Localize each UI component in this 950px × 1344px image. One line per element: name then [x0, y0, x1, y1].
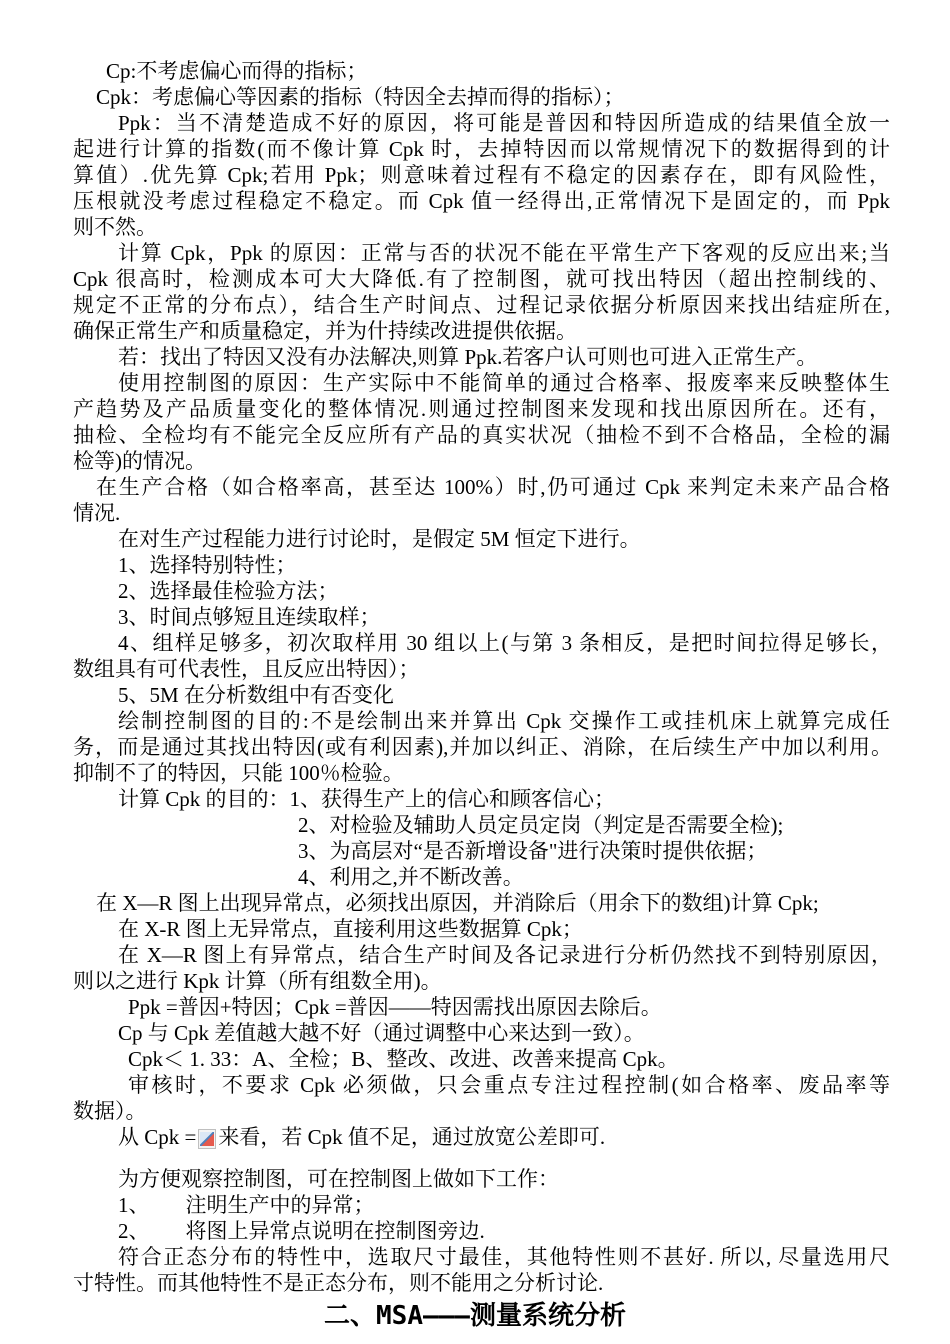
- text-line: Cp 与 Cpk 差值越大越不好（通过调整中心来达到一致）。: [118, 1021, 645, 1045]
- text-line: 规定不正常的分布点），结合生产时间点、过程记录依据分析原因来找出结症所在,: [73, 293, 890, 317]
- list-text: 注明生产中的异常；: [185, 1193, 375, 1217]
- list-item: 3、时间点够短且连续取样；: [118, 605, 381, 629]
- list-item: [118, 1218, 890, 1244]
- list-item: 4、组样足够多，初次取样用 30 组以上(与第 3 条相反，是把时间拉得足够长，: [118, 631, 892, 655]
- text-line: 绘制控制图的目的:不是绘制出来并算出 Cpk 交操作工或挂机床上就算完成任: [118, 709, 890, 733]
- list-item: 4、利用之,并不断改善。: [298, 865, 524, 889]
- text-line: 则不然。: [73, 215, 157, 239]
- text-line: 使用控制图的原因：生产实际中不能简单的通过合格率、报废率来反映整体生: [118, 371, 890, 395]
- section-heading: 二、MSA———测量系统分析: [324, 1301, 626, 1331]
- text-line: 在对生产过程能力进行讨论时，是假定 5M 恒定下进行。: [118, 527, 641, 551]
- text-line: 检等)的情况。: [73, 449, 206, 473]
- text-line: 数据）。: [73, 1099, 147, 1123]
- text-line: 抽检、全检均有不能完全反应所有产品的真实状况（抽检不到不合格品，全检的漏: [73, 423, 890, 447]
- broken-image-icon: [198, 1129, 216, 1149]
- list-item: 2、对检验及辅助人员定员定岗（判定是否需要全检);: [298, 813, 784, 837]
- text-line: 符合正态分布的特性中，选取尺寸最佳，其他特性则不甚好. 所以, 尽量选用尺: [118, 1245, 890, 1269]
- formula-text-before: 从 Cpk =: [118, 1125, 197, 1149]
- list-item: 1、选择特别特性；: [118, 553, 297, 577]
- text-line: 若：找出了特因又没有办法解决,则算 Ppk.若客户认可则也可进入正常生产。: [118, 345, 818, 369]
- list-number: 1、: [118, 1193, 150, 1217]
- text-line: 计算 Cpk，Ppk 的原因：正常与否的状况不能在平常生产下客观的反应出来;当: [118, 241, 890, 265]
- list-item: [118, 1192, 890, 1218]
- text-line: 在生产合格（如合格率高，甚至达 100%）时,仍可通过 Cpk 来判定未来产品合格: [96, 475, 890, 499]
- text-line: Ppk =普因+特因；Cpk =普因——特因需找出原因去除后。: [128, 995, 662, 1019]
- text-line: Cpk 很高时，检测成本可大大降低.有了控制图，就可找出特因（超出控制线的、: [73, 267, 890, 291]
- formula-text-after: 来看，若 Cpk 值不足，通过放宽公差即可.: [218, 1125, 606, 1149]
- text-line: 起进行计算的指数(而不像计算 Cpk 时，去掉特因而以常规情况下的数据得到的计: [73, 137, 890, 161]
- text-line: 在 X—R 图上有异常点，结合生产时间及各记录进行分析仍然找不到特别原因，: [118, 943, 892, 967]
- text-line: Cp:不考虑偏心而得的指标；: [106, 59, 368, 83]
- formula-line: [118, 1124, 890, 1150]
- text-line: 为方便观察控制图，可在控制图上做如下工作：: [118, 1167, 559, 1191]
- text-line: 算值）.优先算 Cpk;若用 Ppk；则意味着过程有不稳定的因素存在，即有风险性，: [73, 163, 890, 187]
- list-item: 3、为高层对“是否新增设备"进行决策时提供依据；: [298, 839, 768, 863]
- text-line: 压根就没考虑过程稳定不稳定。而 Cpk 值一经得出,正常情况下是固定的，而 Ppk: [73, 189, 890, 213]
- text-line: 则以之进行 Kpk 计算（所有组数全用)。: [73, 969, 442, 993]
- text-line: 在 X-R 图上无异常点，直接利用这些数据算 Cpk；: [118, 917, 583, 941]
- text-line: 确保正常生产和质量稳定，并为什持续改进提供依据。: [73, 319, 577, 343]
- text-line: 产趋势及产品质量变化的整体情况.则通过控制图来发现和找出原因所在。还有，: [73, 397, 890, 421]
- list-text: 将图上异常点说明在控制图旁边.: [185, 1219, 485, 1243]
- list-item: 2、选择最佳检验方法；: [118, 579, 339, 603]
- text-line: 情况.: [73, 501, 121, 525]
- list-number: 2、: [118, 1219, 150, 1243]
- text-line: Ppk：当不清楚造成不好的原因，将可能是普因和特因所造成的结果值全放一: [118, 111, 890, 135]
- text-line: Cpk＜ 1. 33：A、全检；B、整改、改进、改善来提高 Cpk。: [128, 1047, 679, 1071]
- text-line: 务，而是通过其找出特因(或有利因素),并加以纠正、消除，在后续生产中加以利用。: [73, 735, 892, 759]
- text-line: 寸特性。而其他特性不是正态分布，则不能用之分析讨论.: [73, 1271, 604, 1295]
- text-line: 审核时，不要求 Cpk 必须做，只会重点专注过程控制(如合格率、废品率等: [128, 1073, 890, 1097]
- text-line: 在 X—R 图上出现异常点，必须找出原因，并消除后（用余下的数组)计算 Cpk;: [96, 891, 819, 915]
- list-item: 5、5M 在分析数组中有否变化: [118, 683, 394, 707]
- text-line: 数组具有可代表性，且反应出特因）；: [73, 657, 420, 681]
- text-line: Cpk：考虑偏心等因素的指标（特因全去掉而得的指标）；: [96, 85, 625, 109]
- text-line: 计算 Cpk 的目的：1、获得生产上的信心和顾客信心；: [118, 787, 616, 811]
- text-line: 抑制不了的特因，只能 100％检验。: [73, 761, 404, 785]
